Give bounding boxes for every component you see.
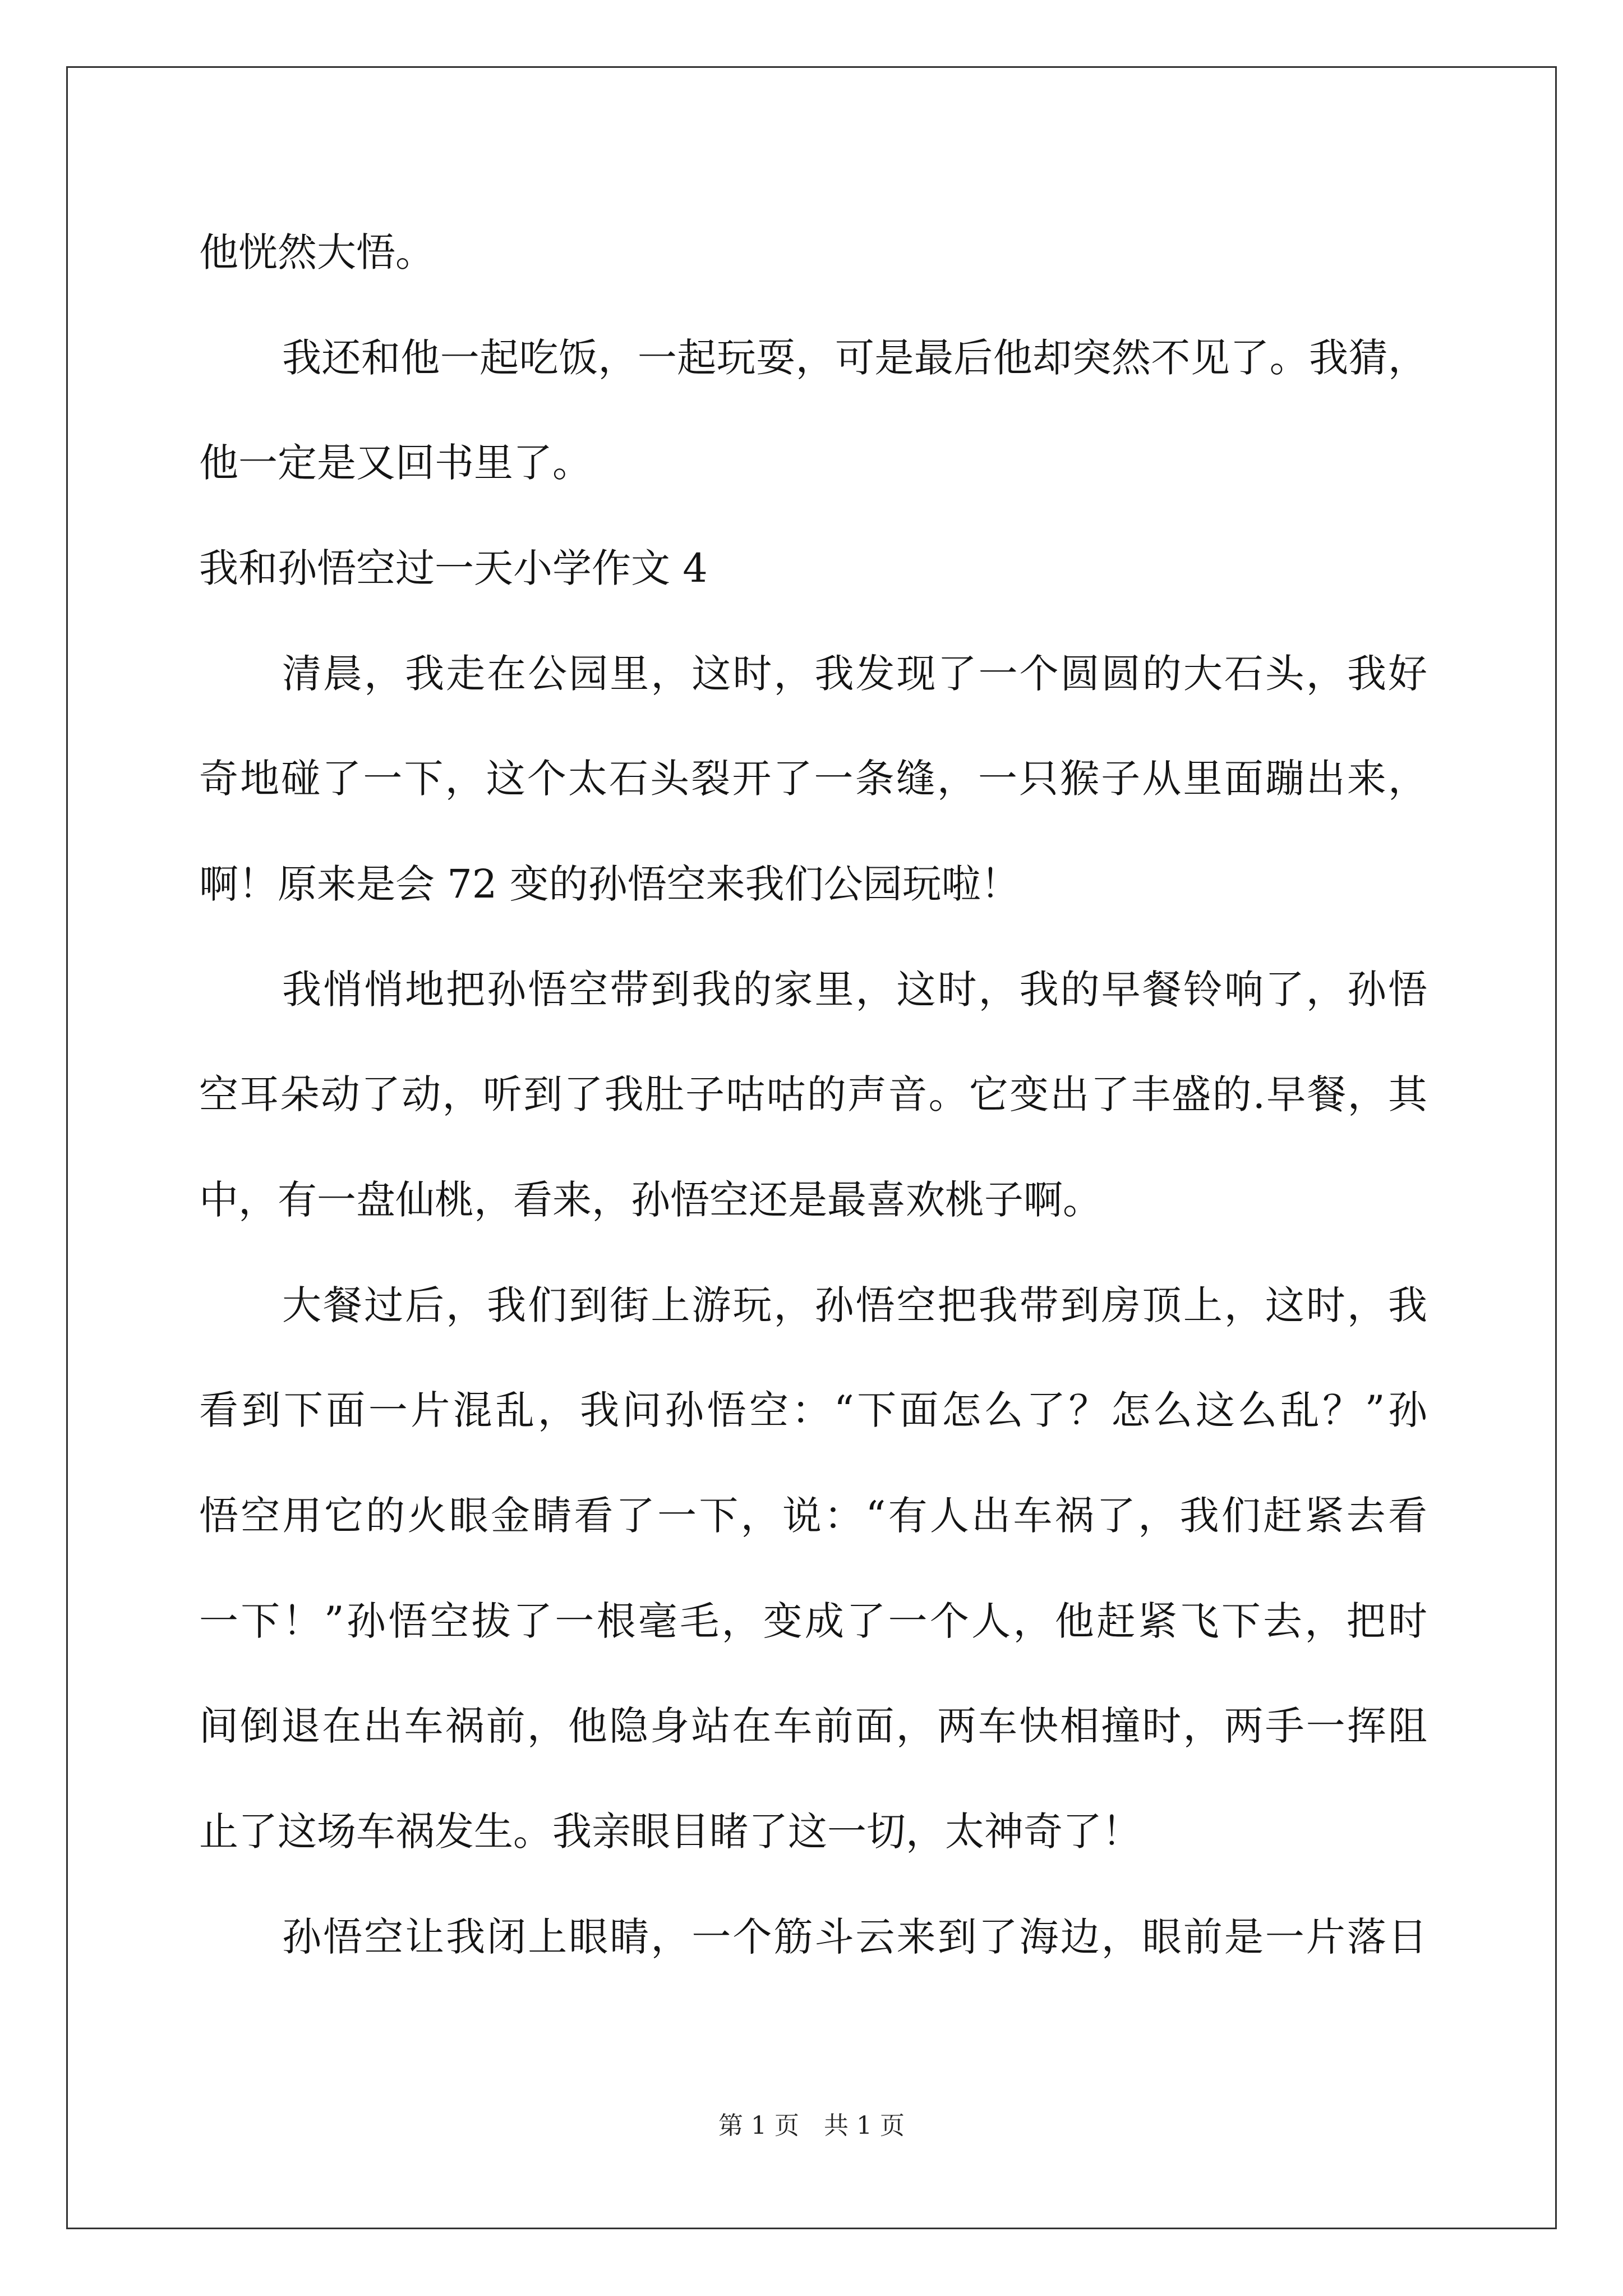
page-border [66, 66, 1557, 2229]
text-line: 止了这场车祸发生。我亲眼目睹了这一切，太神奇了！ [199, 1809, 1141, 1855]
text-line: 大餐过后，我们到街上游玩，孙悟空把我带到房顶上，这时，我 [282, 1282, 1427, 1328]
text-line: 间倒退在出车祸前，他隐身站在车前面，两车快相撞时，两手一挥阻 [199, 1703, 1427, 1749]
text-line: 我还和他一起吃饭，一起玩耍，可是最后他却突然不见了。我猜， [282, 335, 1427, 381]
text-line: 啊！原来是会 72 变的孙悟空来我们公园玩啦！ [199, 861, 1020, 907]
text-line: 清晨，我走在公园里，这时，我发现了一个圆圆的大石头，我好 [282, 651, 1427, 697]
text-line: 他恍然大悟。 [199, 229, 435, 275]
text-line: 一下！”孙悟空拔了一根毫毛，变成了一个人，他赶紧飞下去，把时 [199, 1598, 1427, 1644]
text-line: 中，有一盘仙桃，看来，孙悟空还是最喜欢桃子啊。 [199, 1177, 1102, 1223]
text-line: 奇地碰了一下，这个太石头裂开了一条缝，一只猴子从里面蹦出来， [199, 756, 1427, 802]
text-line: 他一定是又回书里了。 [199, 440, 592, 486]
text-line: 看到下面一片混乱，我问孙悟空：“下面怎么了？怎么这么乱？”孙 [199, 1387, 1427, 1433]
text-line: 悟空用它的火眼金睛看了一下，说：“有人出车祸了，我们赶紧去看 [199, 1493, 1427, 1539]
text-line: 我悄悄地把孙悟空带到我的家里，这时，我的早餐铃响了，孙悟 [282, 967, 1427, 1013]
text-line: 孙悟空让我闭上眼睛，一个筋斗云来到了海边，眼前是一片落日 [282, 1914, 1427, 1960]
text-line: 空耳朵动了动，听到了我肚子咕咕的声音。它变出了丰盛的.早餐，其 [199, 1071, 1427, 1117]
page-number-footer: 第 1 页 共 1 页 [718, 2111, 905, 2140]
section-heading: 我和孙悟空过一天小学作文 4 [199, 545, 708, 591]
